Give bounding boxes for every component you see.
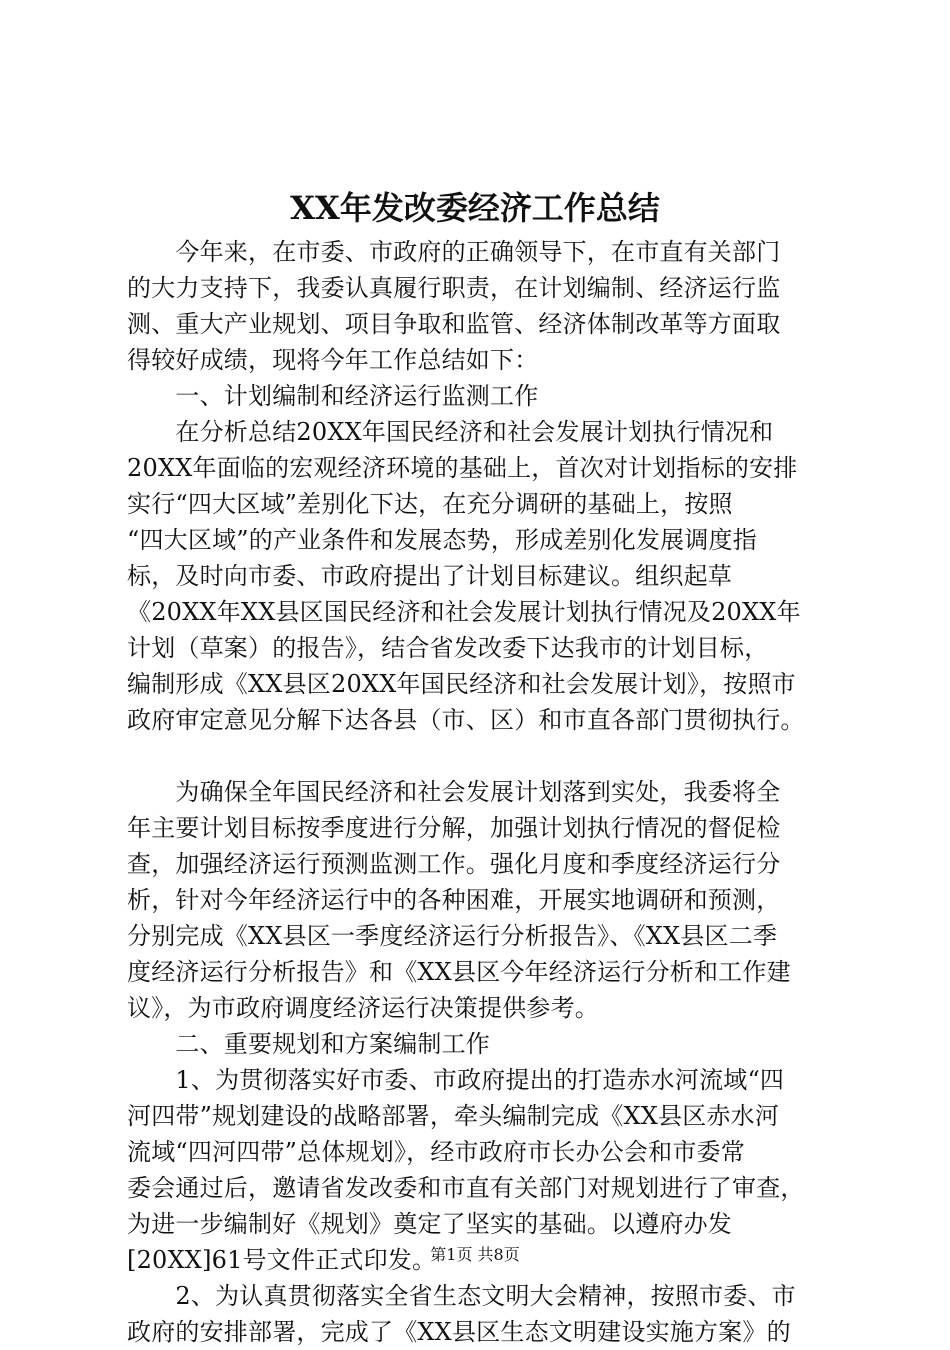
text-line: 为确保全年国民经济和社会发展计划落到实处，我委将全	[127, 778, 781, 806]
text-line: 今年来，在市委、市政府的正确领导下，在市直有关部门	[127, 238, 781, 266]
text-line: 一、计划编制和经济运行监测工作	[127, 382, 539, 410]
text-line: 计划（草案）的报告》，结合省发改委下达我市的计划目标，	[127, 634, 769, 662]
text-line: 测、重大产业规划、项目争取和监管、经济体制改革等方面取	[127, 310, 781, 338]
text-line: 分别完成《XX县区一季度经济运行分析报告》、《XX县区二季	[127, 922, 778, 950]
text-line: [20XX]61号文件正式印发。	[127, 1246, 437, 1274]
document-body	[127, 234, 851, 1350]
text-line: 河四带”规划建设的战略部署，牵头编制完成《XX县区赤水河	[127, 1102, 780, 1130]
text-line: 的大力支持下，我委认真履行职责，在计划编制、经济运行监	[127, 274, 781, 302]
text-line: 流域“四河四带”总体规划》，经市政府市长办公会和市委常	[127, 1138, 745, 1166]
text-line: 编制形成《XX县区20XX年国民经济和社会发展计划》，按照市	[127, 670, 796, 698]
blank-line	[127, 738, 851, 774]
text-line: 2、为认真贯彻落实全省生态文明大会精神，按照市委、市	[127, 1282, 796, 1310]
text-line: 析，针对今年经济运行中的各种困难，开展实地调研和预测，	[127, 886, 781, 914]
text-line: 20XX年面临的宏观经济环境的基础上，首次对计划指标的安排	[127, 454, 798, 482]
text-line: 得较好成绩，现将今年工作总结如下：	[127, 346, 539, 374]
text-line: 在分析总结20XX年国民经济和社会发展计划执行情况和	[127, 418, 774, 446]
text-line: 为进一步编制好《规划》奠定了坚实的基础。以遵府办发	[127, 1210, 732, 1238]
text-line: 年主要计划目标按季度进行分解，加强计划执行情况的督促检	[127, 814, 781, 842]
text-line: 政府审定意见分解下达各县（市、区）和市直各部门贯彻执行。	[127, 706, 805, 734]
text-line: 实行“四大区域”差别化下达，在充分调研的基础上，按照	[127, 490, 733, 518]
text-line: 度经济运行分析报告》和《XX县区今年经济运行分析和工作建	[127, 958, 791, 986]
text-line: 二、重要规划和方案编制工作	[127, 1030, 490, 1058]
text-line: “四大区域”的产业条件和发展态势，形成差别化发展调度指	[127, 526, 757, 554]
document-title: XX年发改委经济工作总结	[290, 189, 660, 227]
text-line: 政府的安排部署，完成了《XX县区生态文明建设实施方案》的	[127, 1318, 791, 1346]
text-line: 标，及时向市委、市政府提出了计划目标建议。组织起草	[127, 562, 732, 590]
text-line: 委会通过后，邀请省发改委和市直有关部门对规划进行了审查，	[127, 1174, 805, 1202]
text-line: 1、为贯彻落实好市委、市政府提出的打造赤水河流域“四	[127, 1066, 785, 1094]
text-line: 议》，为市政府调度经济运行决策提供参考。	[127, 994, 599, 1022]
text-line: 《20XX年XX县区国民经济和社会发展计划执行情况及20XX年	[127, 598, 801, 626]
text-line: 查，加强经济运行预测监测工作。强化月度和季度经济运行分	[127, 850, 781, 878]
page-footer: 第1页 共8页	[430, 1245, 520, 1264]
